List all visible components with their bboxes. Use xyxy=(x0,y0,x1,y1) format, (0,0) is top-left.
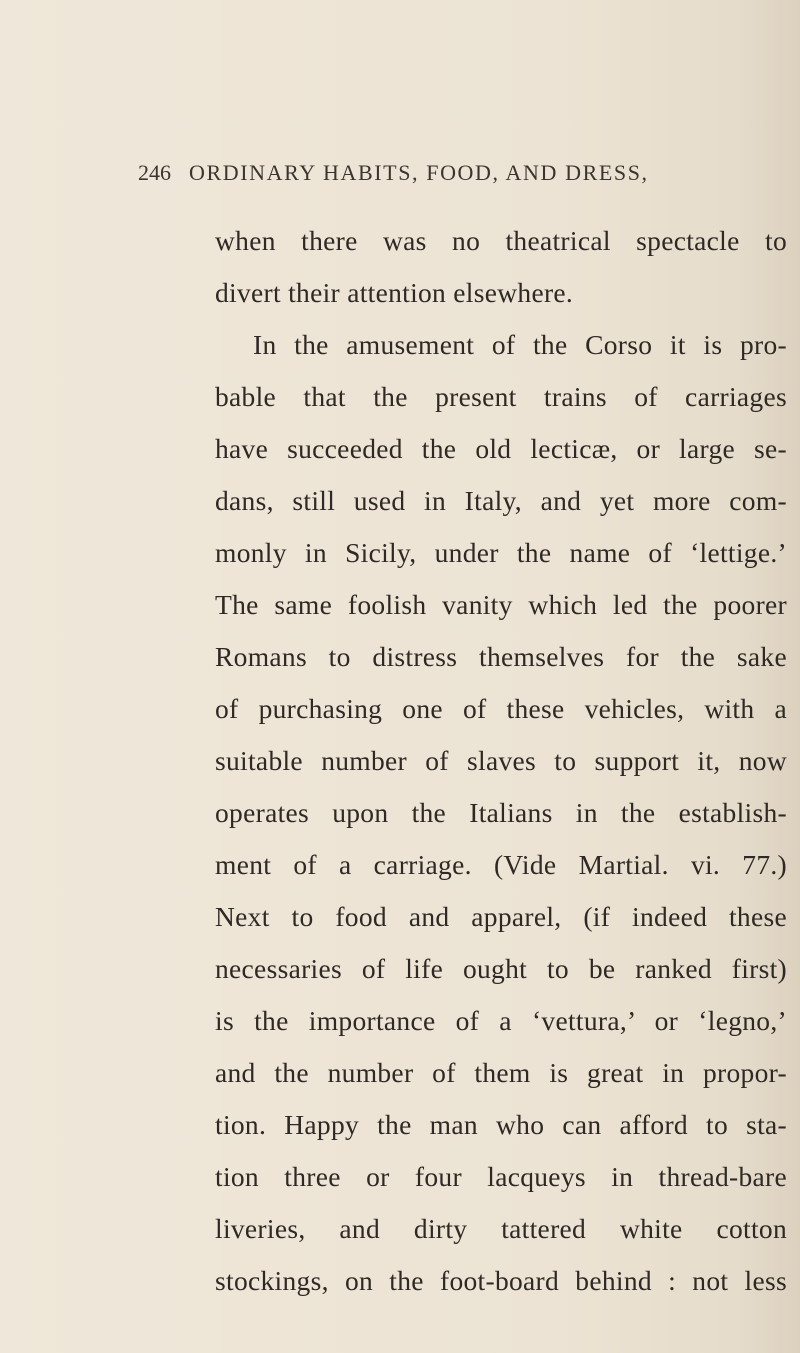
text-line: ment of a carriage. (Vide Martial. vi. 77.) xyxy=(215,849,787,880)
text-line: is the importance of a ‘vettura,’ or ‘legno,’ xyxy=(215,1005,787,1036)
text-line: stockings, on the foot-board behind : not less xyxy=(215,1265,787,1296)
text-line: tion. Happy the man who can afford to sta- xyxy=(215,1109,787,1140)
body-text xyxy=(215,215,787,1307)
text-line: necessaries of life ought to be ranked first) xyxy=(215,953,787,984)
text-line: have succeeded the old lecticæ, or large se- xyxy=(215,433,787,464)
text-line: tion three or four lacqueys in thread-bare xyxy=(215,1161,787,1192)
text-line: In the amusement of the Corso it is pro- xyxy=(253,329,787,360)
running-head: ORDINARY HABITS, FOOD, AND DRESS, xyxy=(189,160,649,185)
text-line: suitable number of slaves to support it, now xyxy=(215,745,787,776)
text-line: Next to food and apparel, (if indeed these xyxy=(215,901,787,932)
text-line: dans, still used in Italy, and yet more com- xyxy=(215,485,787,516)
text-line: of purchasing one of these vehicles, with a xyxy=(215,693,787,724)
page-number: 246 xyxy=(138,160,171,185)
text-line: operates upon the Italians in the establish- xyxy=(215,797,787,828)
text-line: bable that the present trains of carriages xyxy=(215,381,787,412)
text-line: monly in Sicily, under the name of ‘lettige.’ xyxy=(215,537,787,568)
text-line: liveries, and dirty tattered white cotton xyxy=(215,1213,787,1244)
text-line: divert their attention elsewhere. xyxy=(215,277,574,308)
text-line: and the number of them is great in propor- xyxy=(215,1057,787,1088)
page-header xyxy=(138,160,738,200)
text-line: Romans to distress themselves for the sake xyxy=(215,641,787,672)
text-line: when there was no theatrical spectacle to xyxy=(215,225,787,256)
text-line: The same foolish vanity which led the poorer xyxy=(215,589,787,620)
